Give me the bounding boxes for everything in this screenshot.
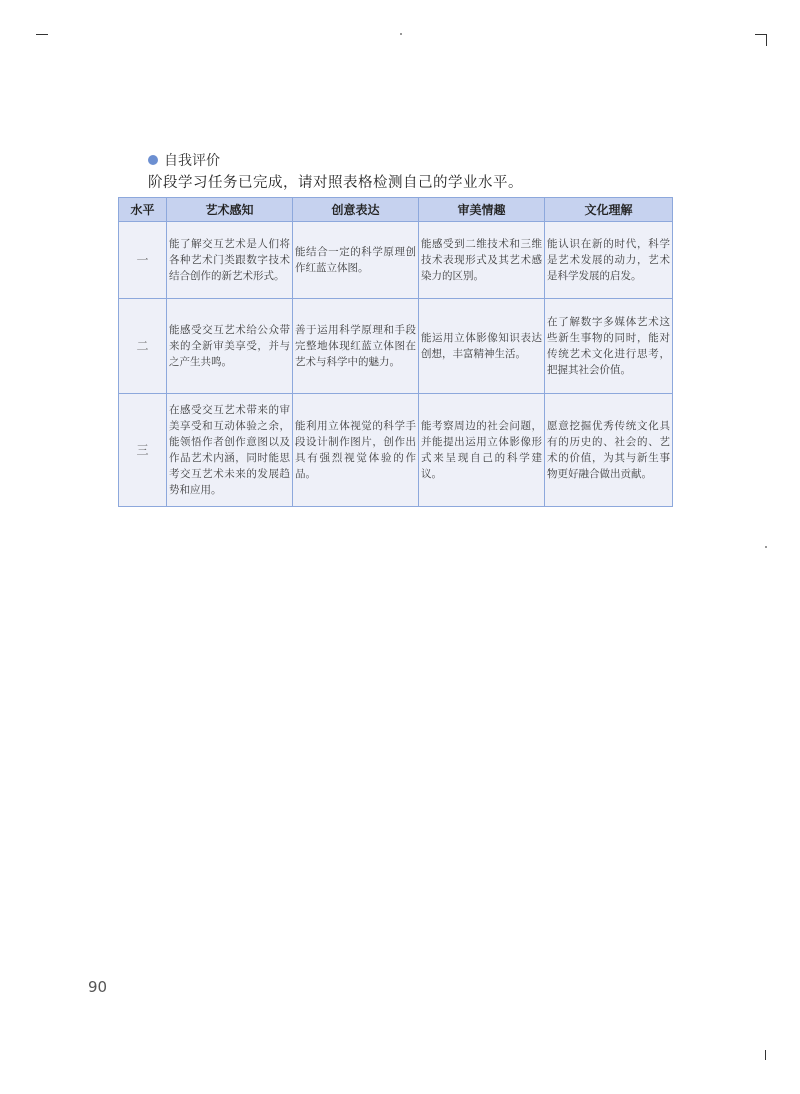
table-cell: 善于运用科学原理和手段完整地体现红蓝立体图在艺术与科学中的魅力。 — [293, 299, 419, 394]
table-cell: 在感受交互艺术带来的审美享受和互动体验之余，能领悟作者创作意图以及作品艺术内涵，同时能思考交互艺术未来的发展趋势和应用。 — [167, 394, 293, 507]
header-aesthetic-taste: 审美情趣 — [419, 198, 545, 222]
level-cell: 三 — [119, 394, 167, 507]
section-heading — [148, 150, 220, 170]
self-evaluation-table — [118, 197, 673, 507]
table-cell: 能运用立体影像知识表达创想，丰富精神生活。 — [419, 299, 545, 394]
level-cell: 一 — [119, 222, 167, 299]
header-level: 水平 — [119, 198, 167, 222]
table-cell: 能结合一定的科学原理创作红蓝立体图。 — [293, 222, 419, 299]
table-cell: 能考察周边的社会问题，并能提出运用立体影像形式来呈现自己的科学建议。 — [419, 394, 545, 507]
crop-mark-bottom-right — [765, 1050, 766, 1060]
registration-dot — [400, 33, 402, 35]
table-cell: 能利用立体视觉的科学手段设计制作图片，创作出具有强烈视觉体验的作品。 — [293, 394, 419, 507]
table-cell: 能感受交互艺术给公众带来的全新审美享受，并与之产生共鸣。 — [167, 299, 293, 394]
level-cell: 二 — [119, 299, 167, 394]
section-title: 自我评价 — [164, 153, 220, 169]
table-cell: 能了解交互艺术是人们将各种艺术门类跟数字技术结合创作的新艺术形式。 — [167, 222, 293, 299]
table-cell: 愿意挖掘优秀传统文化具有的历史的、社会的、艺术的价值，为其与新生事物更好融合做出贡献。 — [545, 394, 673, 507]
crop-mark-top-left — [36, 34, 48, 35]
table-row — [119, 299, 673, 394]
table-cell: 能认识在新的时代，科学是艺术发展的动力，艺术是科学发展的启发。 — [545, 222, 673, 299]
header-cultural-understanding: 文化理解 — [545, 198, 673, 222]
table-cell: 能感受到二维技术和三维技术表现形式及其艺术感染力的区别。 — [419, 222, 545, 299]
crop-mark-top-right-vertical — [766, 34, 767, 46]
table-row — [119, 394, 673, 507]
bullet-dot-icon — [148, 155, 158, 165]
page-number: 90 — [88, 978, 108, 996]
header-art-perception: 艺术感知 — [167, 198, 293, 222]
table-cell: 在了解数字多媒体艺术这些新生事物的同时，能对传统艺术文化进行思考，把握其社会价值。 — [545, 299, 673, 394]
registration-dot — [765, 546, 767, 548]
table-header-row — [119, 198, 673, 222]
header-creative-expression: 创意表达 — [293, 198, 419, 222]
table-row — [119, 222, 673, 299]
intro-text: 阶段学习任务已完成，请对照表格检测自己的学业水平。 — [148, 175, 523, 191]
